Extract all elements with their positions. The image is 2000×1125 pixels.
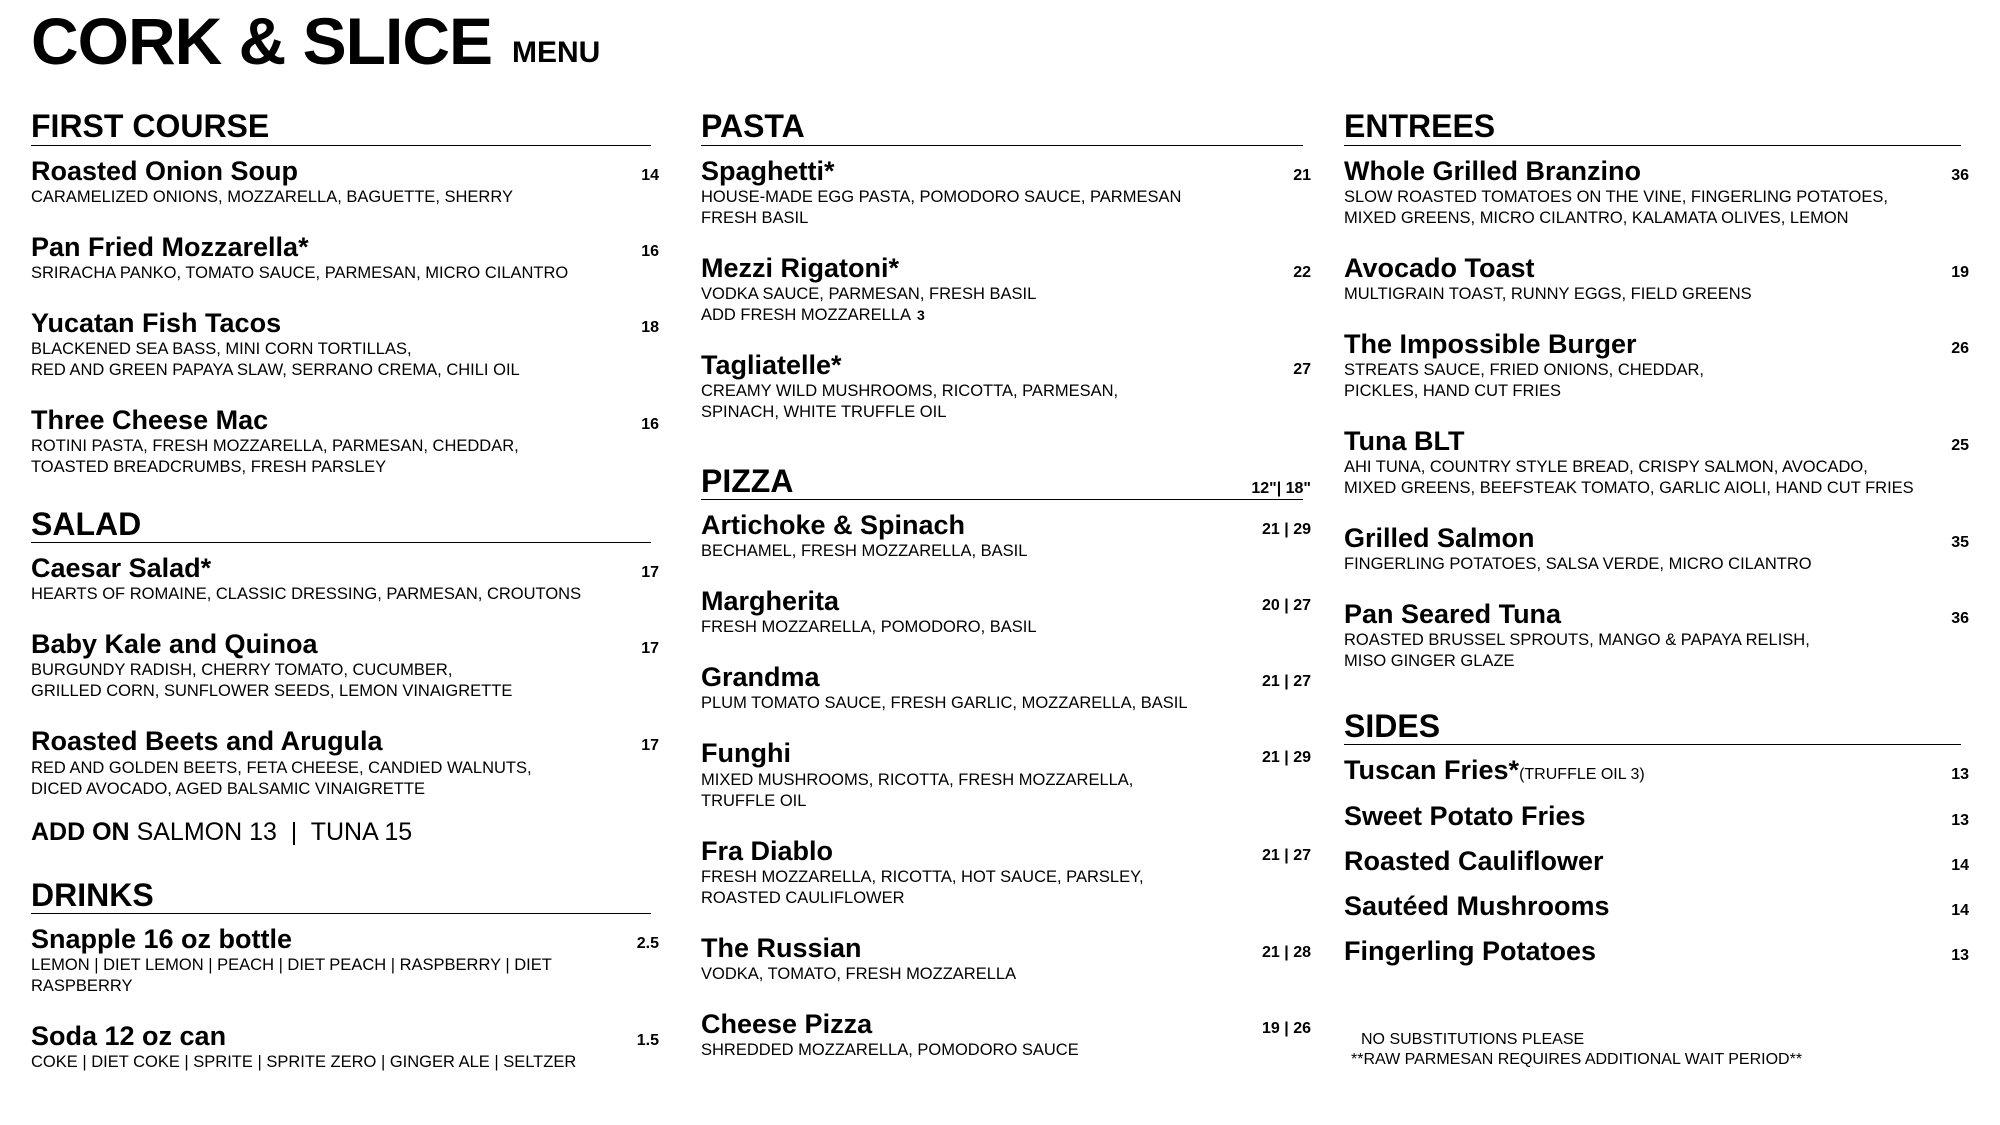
menu-item-name: Sweet Potato Fries [1344, 800, 1586, 831]
menu-item-description: TOASTED BREADCRUMBS, FRESH PARSLEY [31, 457, 387, 476]
menu-item-price: 1.5 [636, 1032, 659, 1050]
menu-item [701, 1008, 1311, 1061]
menu-item-description: COKE | DIET COKE | SPRITE | SPRITE ZERO | GINGER ALE | SELTZER [31, 1053, 577, 1072]
menu-item-price: 21 | 28 [1262, 943, 1311, 961]
menu-item-description: CREAMY WILD MUSHROOMS, RICOTTA, PARMESAN, [701, 381, 1119, 400]
menu-item [701, 510, 1311, 562]
menu-item-description: VODKA SAUCE, PARMESAN, FRESH BASIL [701, 284, 1037, 303]
section-pasta [701, 108, 1311, 423]
menu-item [1344, 755, 1969, 786]
menu-item [31, 404, 659, 478]
column-right [1344, 108, 1969, 997]
menu-item [31, 629, 659, 702]
menu-item-name: Roasted Cauliflower [1344, 845, 1604, 876]
menu-item-name: The Russian [701, 932, 862, 963]
menu-item-name: Sautéed Mushrooms [1344, 890, 1610, 921]
menu-item-price: 2.5 [636, 935, 659, 953]
menu-item-price: 27 [1293, 360, 1311, 378]
menu-item [31, 924, 659, 997]
menu-item-name: Fra Diablo [701, 835, 834, 866]
menu-item-name: Mezzi Rigatoni* [701, 252, 900, 283]
menu-item [701, 586, 1311, 638]
menu-item-heading [701, 738, 791, 769]
menu-item-row [701, 349, 1311, 381]
menu-item [1344, 598, 1969, 672]
menu-item-price: 21 | 27 [1262, 846, 1311, 864]
menu-item-description: MIXED GREENS, MICRO CILANTRO, KALAMATA OLIVES, LEMON [1344, 208, 1849, 227]
menu-item-heading [1344, 891, 1610, 922]
menu-item-name: Tuna BLT [1344, 425, 1465, 456]
menu-item-description: ROTINI PASTA, FRESH MOZZARELLA, PARMESAN, CHEDDAR, [31, 436, 519, 455]
menu-item-name: Snapple 16 oz bottle [31, 924, 293, 955]
section-entrees [1344, 108, 1969, 672]
menu-item-row [1344, 800, 1969, 832]
menu-item [701, 738, 1311, 811]
menu-item-description: MISO GINGER GLAZE [1344, 651, 1515, 670]
menu-item-name: Spaghetti* [701, 155, 835, 186]
section-header [31, 505, 651, 544]
menu-item-price: 18 [641, 318, 659, 336]
menu-item-row [701, 662, 1311, 693]
menu-item-price: 22 [1293, 263, 1311, 281]
menu-item-heading [31, 629, 318, 660]
menu-item-name: Fingerling Potatoes [1344, 935, 1597, 966]
menu-item-row [31, 307, 659, 339]
menu-item [701, 662, 1311, 714]
menu-item-price: 13 [1951, 766, 1969, 784]
menu-item-name: Soda 12 oz can [31, 1021, 227, 1052]
menu-item-name: The Impossible Burger [1344, 328, 1637, 359]
menu-item [1344, 935, 1969, 967]
menu-item-row [701, 510, 1311, 541]
section-title: PASTA [701, 108, 805, 144]
menu-item [701, 349, 1311, 423]
menu-item-heading [31, 1021, 226, 1052]
menu-item-name: Pan Seared Tuna [1344, 598, 1562, 629]
footnotes [1351, 1030, 1802, 1070]
menu-item-description: FRESH MOZZARELLA, RICOTTA, HOT SAUCE, PARSLEY, [701, 867, 1144, 886]
menu-item-heading [31, 553, 211, 584]
menu-item-description: BECHAMEL, FRESH MOZZARELLA, BASIL [701, 542, 1028, 561]
menu-item-description: TRUFFLE OIL [701, 791, 807, 810]
menu-item [31, 726, 659, 799]
menu-item-description: DICED AVOCADO, AGED BALSAMIC VINAIGRETTE [31, 779, 425, 798]
menu-item-price: 36 [1951, 609, 1969, 627]
menu-item-price: 19 | 26 [1262, 1019, 1311, 1037]
menu-item-heading [701, 510, 965, 541]
addon-options: SALMON 13 | TUNA 15 [136, 817, 413, 846]
menu-item-description: STREATS SAUCE, FRIED ONIONS, CHEDDAR, [1344, 360, 1704, 379]
menu-item-row [1344, 890, 1969, 922]
menu-item-heading [1344, 426, 1464, 457]
menu-item-name: Yucatan Fish Tacos [31, 307, 282, 338]
menu-item-price: 14 [641, 166, 659, 184]
menu-item-row [31, 726, 659, 757]
menu-item-description: PICKLES, HAND CUT FRIES [1344, 381, 1561, 400]
section-title: DRINKS [31, 876, 154, 913]
menu-item [1344, 252, 1969, 305]
menu-item-description: MIXED GREENS, BEEFSTEAK TOMATO, GARLIC AIOLI, HAND CUT FRIES [1344, 478, 1914, 497]
menu-item-description: HEARTS OF ROMAINE, CLASSIC DRESSING, PARMESAN, CROUTONS [31, 585, 582, 604]
menu-item-heading [701, 253, 899, 284]
menu-item-description: PLUM TOMATO SAUCE, FRESH GARLIC, MOZZARELLA, BASIL [701, 694, 1188, 713]
menu-item-row [31, 404, 659, 436]
menu-item-price: 19 [1951, 263, 1969, 281]
section-header [1344, 110, 1961, 146]
menu-item [701, 932, 1311, 985]
menu-item-heading [701, 662, 820, 693]
menu-item-heading [701, 836, 833, 867]
menu-item-heading [1344, 846, 1604, 877]
menu-item-price: 21 | 27 [1262, 673, 1311, 691]
footnote: NO SUBSTITUTIONS PLEASE [1361, 1031, 1585, 1048]
menu-item-price: 21 [1293, 166, 1311, 184]
menu-item-name: Tuscan Fries* [1344, 755, 1520, 786]
menu-subtitle: MENU [512, 36, 601, 69]
section-sides [1344, 707, 1969, 967]
menu-item-name: Grilled Salmon [1344, 522, 1535, 553]
section-header [31, 876, 651, 915]
menu-item-heading [1344, 755, 1645, 786]
menu-item-row [1344, 252, 1969, 284]
menu-item-row [701, 932, 1311, 964]
menu-item-price: 21 | 29 [1262, 521, 1311, 539]
menu-item-row [701, 586, 1311, 617]
section-title: SALAD [31, 505, 142, 542]
menu-item-heading [701, 156, 835, 187]
menu-item-price: 13 [1951, 811, 1969, 829]
salad-addon [31, 818, 651, 847]
menu-item-row [31, 553, 659, 584]
menu-item-price: 16 [641, 242, 659, 260]
menu-item-row [1344, 845, 1969, 877]
menu-item-price: 14 [1951, 901, 1969, 919]
menu-item-row [701, 155, 1311, 187]
menu-item-extra-label: ADD FRESH MOZZARELLA [701, 305, 911, 324]
menu-item [1344, 425, 1969, 499]
menu-item-price: 26 [1951, 339, 1969, 357]
menu-item-description: SRIRACHA PANKO, TOMATO SAUCE, PARMESAN, MICRO CILANTRO [31, 263, 569, 282]
column-middle [701, 108, 1311, 1091]
section-header [31, 110, 651, 146]
menu-item-heading [31, 726, 383, 757]
menu-item [31, 231, 659, 284]
menu-item-row [1344, 935, 1969, 967]
menu-item-description: SHREDDED MOZZARELLA, POMODORO SAUCE [701, 1040, 1079, 1059]
menu-item-heading [1344, 599, 1561, 630]
menu-item-row [31, 155, 659, 187]
section-salad [31, 505, 659, 847]
menu-item-name: Whole Grilled Branzino [1344, 155, 1642, 186]
menu-item-heading [31, 405, 268, 436]
menu-item-name: Pan Fried Mozzarella* [31, 231, 309, 262]
menu-item-name: Cheese Pizza [701, 1008, 873, 1039]
menu-item-price: 25 [1951, 436, 1969, 454]
addon-label: ADD ON [31, 817, 130, 846]
menu-item-row [1344, 598, 1969, 630]
menu-item-price: 14 [1951, 856, 1969, 874]
menu-item-row [701, 1008, 1311, 1040]
footnote: **RAW PARMESAN REQUIRES ADDITIONAL WAIT PERIOD** [1351, 1051, 1803, 1068]
menu-item-price: 35 [1951, 533, 1969, 551]
menu-item-description: ROASTED CAULIFLOWER [701, 888, 905, 907]
section-header [701, 462, 1311, 501]
menu-item-name: Grandma [701, 662, 820, 693]
menu-item-heading [1344, 253, 1535, 284]
menu-item-heading [1344, 523, 1535, 554]
menu-item-description: HOUSE-MADE EGG PASTA, POMODORO SAUCE, PARMESAN [701, 187, 1182, 206]
menu-item-price: 21 | 29 [1262, 749, 1311, 767]
menu-item-note: (TRUFFLE OIL 3) [1519, 766, 1645, 784]
menu-item-description: FRESH MOZZARELLA, POMODORO, BASIL [701, 618, 1037, 637]
menu-item [1344, 328, 1969, 402]
menu-item-description: FINGERLING POTATOES, SALSA VERDE, MICRO CILANTRO [1344, 554, 1812, 573]
menu-item-heading [1344, 936, 1596, 967]
section-header [1344, 707, 1961, 746]
menu-item-price: 20 | 27 [1262, 597, 1311, 615]
menu-item-heading [701, 586, 839, 617]
menu-item-heading [31, 308, 281, 339]
menu-item-row [1344, 522, 1969, 554]
menu-item-description: LEMON | DIET LEMON | PEACH | DIET PEACH | RASPBERRY | DIET RASPBERRY [31, 956, 552, 996]
menu-item-description: RED AND GOLDEN BEETS, FETA CHEESE, CANDIED WALNUTS, [31, 758, 532, 777]
section-first-course [31, 108, 659, 478]
menu-item-heading [701, 1009, 872, 1040]
menu-item-heading [1344, 329, 1637, 360]
menu-item-name: Roasted Onion Soup [31, 155, 298, 186]
menu-item [31, 307, 659, 381]
menu-item-name: Baby Kale and Quinoa [31, 629, 318, 660]
menu-item-heading [31, 156, 298, 187]
menu-item-row [701, 252, 1311, 284]
menu-item-extra [701, 305, 1303, 326]
menu-item-price: 13 [1951, 946, 1969, 964]
menu-item-description: ROASTED BRUSSEL SPROUTS, MANGO & PAPAYA RELISH, [1344, 630, 1810, 649]
section-title: PIZZA [701, 462, 794, 499]
menu-item-heading [31, 924, 292, 955]
menu-item [31, 155, 659, 208]
menu-item-heading [31, 232, 309, 263]
menu-item [1344, 845, 1969, 877]
menu-item-description: FRESH BASIL [701, 208, 809, 227]
menu-item-row [1344, 328, 1969, 360]
menu-item-price: 16 [641, 415, 659, 433]
menu-item-name: Caesar Salad* [31, 553, 212, 584]
menu-item [1344, 890, 1969, 922]
menu-item-description: CARAMELIZED ONIONS, MOZZARELLA, BAGUETTE, SHERRY [31, 187, 513, 206]
menu-title: CORK & SLICE [31, 4, 493, 78]
menu-item-description: VODKA, TOMATO, FRESH MOZZARELLA [701, 964, 1017, 983]
section-drinks [31, 876, 659, 1074]
pizza-sizes: 12"| 18" [1251, 480, 1311, 498]
menu-item-extra-price: 3 [916, 306, 925, 323]
menu-item-price: 17 [641, 640, 659, 658]
menu-item-name: Roasted Beets and Arugula [31, 726, 383, 757]
menu-item [701, 835, 1311, 909]
menu-item [701, 252, 1311, 326]
menu-item-row [31, 924, 659, 955]
menu-item-description: MIXED MUSHROOMS, RICOTTA, FRESH MOZZARELLA, [701, 770, 1134, 789]
menu-item-name: Margherita [701, 586, 840, 617]
menu-item [701, 155, 1311, 229]
menu-item [1344, 155, 1969, 229]
menu-item-name: Funghi [701, 738, 791, 769]
menu-item-description: MULTIGRAIN TOAST, RUNNY EGGS, FIELD GREENS [1344, 284, 1752, 303]
menu-item-price: 36 [1951, 166, 1969, 184]
menu-item-description: GRILLED CORN, SUNFLOWER SEEDS, LEMON VINAIGRETTE [31, 682, 513, 701]
menu-item-row [31, 1021, 659, 1052]
menu-item-name: Avocado Toast [1344, 252, 1535, 283]
menu-item [1344, 800, 1969, 832]
menu-item [1344, 522, 1969, 575]
menu-item [31, 1021, 659, 1073]
menu-item-heading [701, 933, 862, 964]
menu-item-description: AHI TUNA, COUNTRY STYLE BREAD, CRISPY SALMON, AVOCADO, [1344, 457, 1868, 476]
column-left [31, 108, 659, 1103]
menu-item-description: BURGUNDY RADISH, CHERRY TOMATO, CUCUMBER, [31, 661, 453, 680]
menu-item-row [1344, 155, 1969, 187]
menu-item-row [1344, 425, 1969, 457]
menu-item-description: SPINACH, WHITE TRUFFLE OIL [701, 402, 947, 421]
menu-item-price: 17 [641, 564, 659, 582]
menu-item-heading [701, 350, 842, 381]
menu-item-description: RED AND GREEN PAPAYA SLAW, SERRANO CREMA, CHILI OIL [31, 360, 520, 379]
menu-item-name: Tagliatelle* [701, 349, 842, 380]
menu-item-description: SLOW ROASTED TOMATOES ON THE VINE, FINGERLING POTATOES, [1344, 187, 1888, 206]
section-title: FIRST COURSE [31, 108, 270, 144]
section-title: SIDES [1344, 707, 1441, 744]
menu-item-price: 17 [641, 737, 659, 755]
menu-item-description: BLACKENED SEA BASS, MINI CORN TORTILLAS, [31, 339, 412, 358]
menu-item-heading [1344, 801, 1586, 832]
section-pizza [701, 462, 1311, 1061]
section-title: ENTREES [1344, 108, 1496, 144]
section-header [701, 110, 1303, 146]
menu-item-row [31, 231, 659, 263]
menu-item [31, 553, 659, 605]
menu-item-name: Artichoke & Spinach [701, 510, 966, 541]
menu-item-heading [1344, 156, 1641, 187]
menu-item-row [701, 835, 1311, 867]
menu-item-row [31, 629, 659, 660]
menu-item-name: Three Cheese Mac [31, 404, 269, 435]
menu-item-row [1344, 755, 1969, 786]
menu-item-row [701, 738, 1311, 769]
